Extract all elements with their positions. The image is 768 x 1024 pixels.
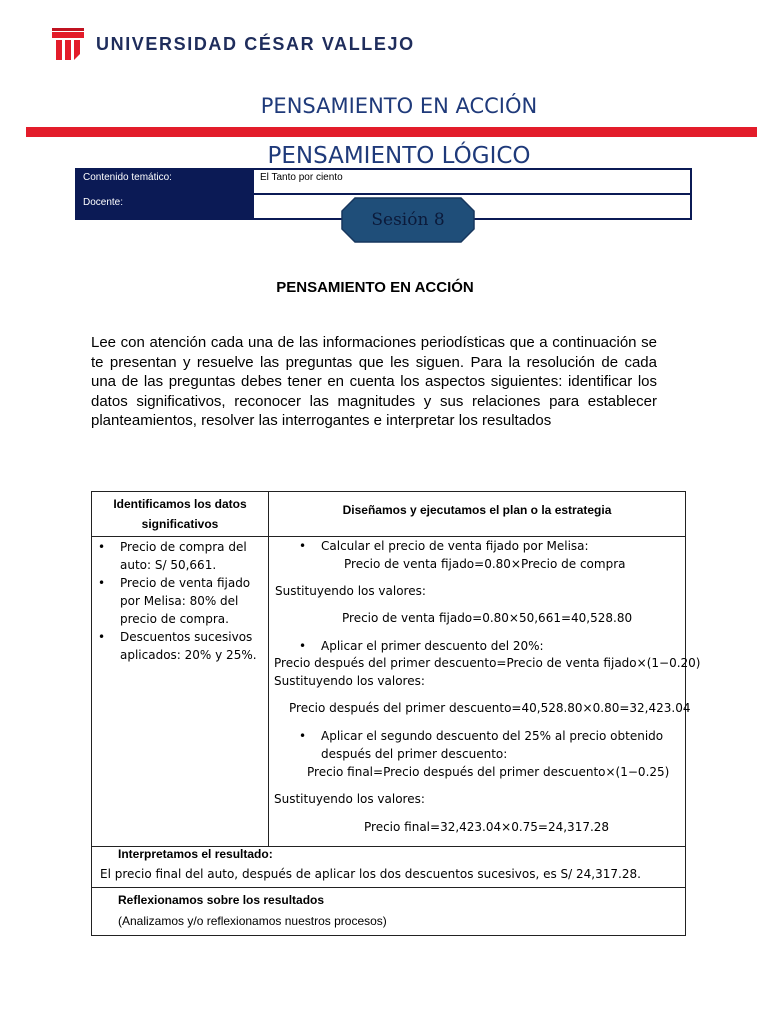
session-badge [341, 197, 475, 243]
red-divider [26, 127, 757, 137]
plan-formula-2: Precio después del primer descuento=Precio de venta fijado×(1−0.20) [274, 656, 701, 670]
plan-step-3-line-2: después del primer descuento: [321, 747, 508, 761]
page-title: PENSAMIENTO EN ACCIÓN [260, 94, 538, 118]
bullet-icon: • [299, 639, 307, 653]
strategy-table [91, 491, 701, 936]
interpret-title: Interpretamos el resultado: [118, 847, 273, 861]
list-item: • Precio de venta fijado por Melisa: 80% del precio de compra. [98, 576, 251, 626]
reflect-text: (Analizamos y/o reflexionamos nuestros procesos) [118, 914, 387, 928]
plan-substitute-2: Sustituyendo los valores: [274, 674, 425, 688]
list-item: • Descuentos sucesivos aplicados: 20% y 25%. [98, 630, 257, 662]
bullet-icon: • [299, 539, 307, 553]
column-divider [268, 492, 269, 846]
interpret-text: El precio final del auto, después de aplicar los dos descuentos sucesivos, es S/ 24,317.28. [100, 867, 641, 881]
plan-step-3-line-1: Aplicar el segundo descuento del 25% al precio obtenido [321, 729, 664, 743]
plan-substitute-1: Sustituyendo los valores: [275, 584, 426, 598]
plan-substitute-3: Sustituyendo los valores: [274, 792, 425, 806]
data-list [98, 538, 264, 664]
row-divider [92, 887, 685, 888]
teacher-label: Docente: [77, 195, 252, 218]
plan-result-3: Precio final=32,423.04×0.75=24,317.28 [364, 820, 610, 834]
university-logo [50, 24, 415, 64]
plan-result-2: Precio después del primer descuento=40,528.80×0.80=32,423.04 [289, 701, 691, 715]
reflect-title: Reflexionamos sobre los resultados [118, 893, 325, 907]
ucv-shield-icon [50, 26, 86, 62]
bullet-icon: • [98, 540, 106, 554]
topic-row [77, 170, 690, 193]
section-heading: PENSAMIENTO EN ACCIÓN [276, 279, 474, 296]
session-label: Sesión 8 [371, 210, 445, 230]
intro-paragraph: Lee con atención cada una de las informaciones periodísticas que a continuación se te presentan y resuelve las preguntas que les siguen. Para la resolución de cada una de las preguntas debes tener en cuenta los aspectos siguientes: identificar los datos significativos, reconocer las magnitudes y sus relaciones para establecer planteamientos, resolver las interrogantes e interpretar los resultados [91, 334, 657, 429]
bullet-icon: • [98, 576, 106, 590]
plan-step-1: Calcular el precio de venta fijado por Melisa: [321, 539, 589, 553]
bullet-icon: • [98, 630, 106, 644]
topic-label: Contenido temático: [77, 170, 252, 193]
list-item: • Precio de compra del auto: S/ 50,661. [98, 540, 247, 572]
page-subtitle: PENSAMIENTO LÓGICO [267, 143, 531, 169]
plan-formula-1: Precio de venta fijado=0.80×Precio de compra [344, 557, 626, 571]
topic-value: El Tanto por ciento [252, 170, 690, 193]
plan-formula-3: Precio final=Precio después del primer descuento×(1−0.25) [307, 765, 670, 779]
university-name: UNIVERSIDAD CÉSAR VALLEJO [96, 33, 415, 54]
plan-step-2: Aplicar el primer descuento del 20%: [321, 639, 544, 653]
column-header-plan: Diseñamos y ejecutamos el plan o la estrategia [342, 503, 612, 517]
bullet-icon: • [299, 729, 307, 743]
plan-result-1: Precio de venta fijado=0.80×50,661=40,528.80 [342, 611, 633, 625]
column-header-data: Identificamos los datos significativos [113, 497, 247, 531]
